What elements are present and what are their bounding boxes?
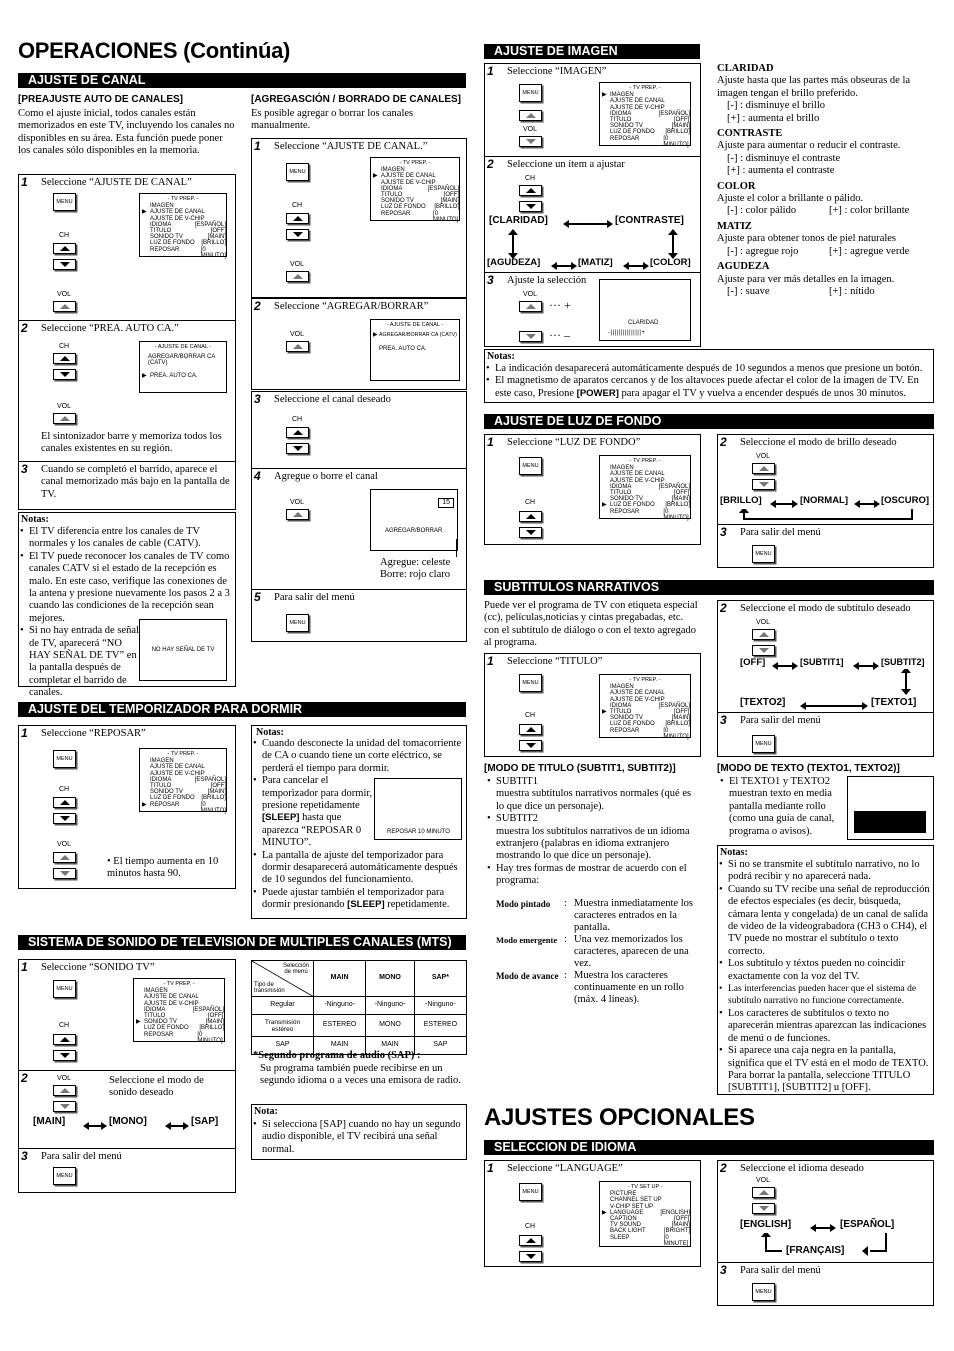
mts-step-2: 2 VOL Seleccione el modo de sonido deseado [MAIN] [MONO] [SAP] <box>18 1070 236 1149</box>
ch-down-button[interactable] <box>519 740 542 751</box>
luz-step-2: 2 Seleccione el modo de brillo deseado VOL [BRILLO] [NORMAL] [OSCURO] <box>717 434 934 525</box>
menu-row: IDIOMA [ESPAÑOL] <box>381 185 459 192</box>
menu-button[interactable]: MENU <box>53 1167 76 1185</box>
menu-row: LUZ DE FONDO [BRILLO] <box>610 129 690 136</box>
menu-row: AJUSTE DE V-CHIP <box>610 104 665 111</box>
modo-texto-list: • El TEXTO1 y TEXTO2 muestran texto en media pantalla mediante rollo (como una guía de canal, programa o avisos). <box>719 776 847 838</box>
option-contraste[interactable]: [CONTRASTE] <box>615 215 684 226</box>
menu-row: REPOSAR [0 MINUTO] <box>610 508 689 521</box>
option-francais[interactable]: [FRANÇAIS] <box>786 1245 845 1256</box>
luz-step-3: 3 Para salir del menú MENU <box>717 524 934 568</box>
step-number: 2 <box>21 321 28 335</box>
menu-row: AJUSTE DE CANAL <box>144 994 199 1001</box>
step-text: Seleccione “PREA. AUTO CA.” <box>41 323 179 334</box>
subt-notes: Notas: • Si no se transmite el subtítulo narrativo, no lo podrá recibir y no aparecerá nada. • Cuando su TV recibe una señal de reproducción de efectos especiales (es decir, búsqueda, cámara lenta y congelada) de un canal de salida de video de la videograbadora (CH3 o CH4), el TV puede no mostrar el subtítulo o texto correcto. • Los subtítulo y téxtos pueden no coincidir exactamente con la voz del TV. • Las interferencias pueden hacer que el sistema de subtítulo narrativo no funcione correctamente. • Los caracteres de subtítulos o texto no aparecerán mientras aparezcan las indicaciones de menú o de funciones. • Si aparece una caja negra en la pantalla, significa que el TV está en el modo de TEXTO. Para borrar la pantalla, seleccione TITULO [SUBTIT1], [SUBTIT2] u [OFF]. <box>717 845 934 1095</box>
section-header-canal: AJUSTE DE CANAL <box>18 73 466 88</box>
tv-screen-tvprep: - TV PREP. - IMAGEN AJUSTE DE CANAL AJUSTE DE V-CHIP IDIOMA [ESPAÑOL] ▶ TITULO [OFF] SONIDO TV [MAIN] LUZ DE FONDO [BRILLO] REPOSAR [0 MINUTO] <box>599 674 691 738</box>
menu-row: REPOSAR [0 MINUTO] <box>144 1031 223 1044</box>
note-item: • Si no hay entrada de señal de TV, aparecerá “NO HAY SEÑAL DE TV” en la pantalla después de completar el barrido de canales. <box>19 625 141 699</box>
idioma-step-2: 2 Seleccione el idioma deseado VOL [ENGLISH] [ESPAÑOL] [FRANÇAIS] <box>717 1160 934 1263</box>
subt-step-3: 3 Para salir del menú MENU <box>717 712 934 757</box>
menu-row: IDIOMA [ESPAÑOL] <box>610 483 690 490</box>
menu-row: ▶ REPOSAR [0 MINUTO] <box>140 802 226 814</box>
ch-up-button[interactable] <box>519 185 542 196</box>
vol-down-button[interactable] <box>752 645 775 656</box>
menu-row: AJUSTE DE CANAL <box>150 764 205 771</box>
vol-down-button[interactable] <box>519 136 542 147</box>
menu-row: SONIDO TV [MAIN] <box>610 123 690 130</box>
menu-button[interactable]: MENU <box>752 1283 775 1301</box>
menu-row: ▶ IMAGEN <box>600 92 690 98</box>
step-text: Seleccione “AJUSTE DE CANAL” <box>41 177 192 188</box>
menu-button[interactable]: MENU <box>519 457 542 475</box>
tv-screen-tvsetup: - TV SET UP - PICTURE CHANNEL SET UP V-CHIP SET UP ▶ LANGUAGE [ENGLISH] CAPTION [OFF] TV SOUND [MAIN] BACK LIGHT [BRIGHT] SLEEP [0 MINUTE] <box>599 1181 691 1247</box>
agregar-step-1: 1 Seleccione “AJUSTE DE CANAL.” MENU CH VOL - TV PREP. - IMAGEN ▶ AJUSTE DE CANAL AJUSTE DE V-CHIP IDIOMA [ESPAÑOL] TITULO [OFF] SONIDO TV [MAIN] LUZ DE FONDO [BRILLO] REPOSAR [0 MINUTO] <box>251 138 467 298</box>
menu-row: TITULO [OFF] <box>144 1013 224 1020</box>
vol-label: VOL <box>57 403 72 410</box>
section-header-mts: SISTEMA DE SONIDO DE TELEVISION DE MULTIPLES CANALES (MTS) <box>18 935 466 950</box>
option-subtit2[interactable]: [SUBTIT2] <box>881 657 925 667</box>
agregar-step-5: 5 Para salir del menú MENU <box>251 589 467 642</box>
menu-button[interactable]: MENU <box>53 980 76 998</box>
modo-titulo-list: • SUBTIT1 muestra subtítulos narrativos normales (qué es lo que dice un personaje). • SUBTIT2 muestra los subtítulos narrativos de un idioma extranjero (palabras en idioma extranjero mostrando lo que dice un personaje). • Hay tres formas de mostrar de acuerdo con el programa: <box>486 776 698 888</box>
imagen-step-1: 1 Seleccione “IMAGEN” MENU VOL - TV PREP. - ▶ IMAGEN AJUSTE DE CANAL AJUSTE DE V-CHIP IDIOMA [ESPAÑOL] TITULO [OFF] SONIDO TV [MAIN] LUZ DE FONDO [BRILLO] REPOSAR [0 MINUTO] <box>484 63 701 157</box>
tv-screen-tvprep: - TV PREP. - IMAGEN ▶ AJUSTE DE CANAL AJUSTE DE V-CHIP IDIOMA [ESPAÑOL] TITULO [OFF] SONIDO TV [MAIN] LUZ DE FONDO [BRILLO] REPOSAR [0 MINUTO] <box>370 157 460 221</box>
agregar-step-4: 4 Agregue o borre el canal VOL 15 AGREGAR/BORRAR Agregue: celeste Borre: rojo claro <box>251 468 467 590</box>
menu-row: AJUSTE DE CANAL <box>610 471 665 478</box>
menu-row: TV SOUND [MAIN] <box>610 1222 690 1229</box>
option-espanol[interactable]: [ESPAÑOL] <box>840 1219 895 1230</box>
vol-down-button[interactable] <box>53 868 76 879</box>
menu-row: V-CHIP SET UP <box>610 1203 654 1210</box>
section-header-imagen: AJUSTE DE IMAGEN <box>484 44 700 59</box>
imagen-step-3: 3 Ajuste la selección VOL ··· + ··· – CLARIDAD -|||||||||||||||+ <box>484 272 701 347</box>
menu-row: REPOSAR [0 MINUTO] <box>610 135 689 148</box>
menu-row: ▶ SONIDO TV [MAIN] <box>134 1019 224 1025</box>
menu-row: IDIOMA [ESPAÑOL] <box>144 1006 224 1013</box>
ch-down-button[interactable] <box>519 527 542 538</box>
subt-step-1: 1 Seleccione “TITULO” MENU CH - TV PREP. - IMAGEN AJUSTE DE CANAL AJUSTE DE V-CHIP IDIOMA [ESPAÑOL] ▶ TITULO [OFF] SONIDO TV [MAIN] LUZ DE FONDO [BRILLO] REPOSAR [0 MINUTO] <box>484 653 701 757</box>
menu-row: TITULO [OFF] <box>610 490 690 497</box>
menu-row: SONIDO TV [MAIN] <box>610 715 690 722</box>
menu-row: AJUSTE DE V-CHIP <box>381 179 436 186</box>
tv-screen-ajuste-canal: - AJUSTE DE CANAL - AGREGAR/BORRAR CA (CATV) ▶ PREA. AUTO CA. <box>139 341 227 393</box>
imagen-notes: Notas: • La indicación desaparecerá automáticamente después de 10 segundos a menos que presione un botón. • El magnetismo de aparatos cercanos y de los altavoces puede afectar el color de la imagen de TV. En este caso, Presione [POWER] para apagar el TV y vuelva a encender después de unos 30 minutos. <box>484 349 934 403</box>
vol-up-button[interactable] <box>53 1085 76 1096</box>
menu-button[interactable]: MENU <box>519 84 542 102</box>
vol-up-button[interactable] <box>53 413 76 424</box>
vol-up-button[interactable] <box>286 271 309 282</box>
menu-button[interactable]: MENU <box>286 163 309 181</box>
vol-up-button[interactable] <box>752 1187 775 1198</box>
menu-row: TITULO [OFF] <box>610 117 690 124</box>
ch-up-button[interactable] <box>519 1235 542 1246</box>
menu-button[interactable]: MENU <box>286 614 309 632</box>
ch-up-button[interactable] <box>53 1034 76 1045</box>
desc-claridad-title: CLARIDAD <box>717 63 774 74</box>
menu-row: ▶ LUZ DE FONDO [BRILLO] <box>600 502 690 508</box>
menu-row: IMAGEN <box>381 167 405 174</box>
sleep-notes: Notas: • Cuando desconecte la unidad del tomacorriente de CA o cuando tiene un corte eléctrico, se perderá el tiempo para dormir. • Para cancelar el temporizador para dormir, presione repetidamente [SLEEP] hasta que aparezca “REPOSAR 0 MINUTO”. • La pantalla de ajuste del temporizador para dormir desaparecerá automáticamente después de 10 segundos del funcionamiento. • Puede ajustar también el temporizador para dormir presionando [SLEEP] repetidamente. REPOSAR 10 MINUTO <box>251 725 467 919</box>
section-header-idioma: SELECCION DE IDIOMA <box>484 1140 934 1155</box>
menu-button[interactable]: MENU <box>519 674 542 692</box>
menu-row: IDIOMA [ESPAÑOL] <box>150 221 226 228</box>
tv-screen-tvprep: - TV PREP. - IMAGEN AJUSTE DE CANAL AJUSTE DE V-CHIP IDIOMA [ESPAÑOL] TITULO [OFF] SONIDO TV [MAIN] ▶ LUZ DE FONDO [BRILLO] REPOSAR [0 MINUTO] <box>599 455 691 519</box>
option-main[interactable]: [MAIN] <box>33 1116 66 1127</box>
section-header-subtitulos: SUBTITULOS NARRATIVOS <box>484 580 934 595</box>
menu-row: AJUSTE DE V-CHIP <box>610 477 665 484</box>
vol-label: VOL <box>57 291 72 298</box>
menu-row: AJUSTE DE V-CHIP <box>150 215 205 222</box>
vol-down-button[interactable] <box>53 1101 76 1112</box>
ch-down-button[interactable] <box>519 1251 542 1262</box>
step-number: 1 <box>21 175 28 189</box>
step-number: 3 <box>21 462 28 476</box>
note-item: • El TV diferencia entre los canales de TV normales y los canales de cable (CATV). <box>19 526 233 551</box>
menu-button[interactable]: MENU <box>752 545 775 563</box>
menu-row: REPOSAR [0 MINUTO] <box>381 210 459 223</box>
menu-row: LUZ DE FONDO [BRILLO] <box>610 721 690 728</box>
section-header-luz: AJUSTE DE LUZ DE FONDO <box>484 414 934 429</box>
menu-row: LUZ DE FONDO [BRILLO] <box>150 795 226 802</box>
menu-row: ▶ AJUSTE DE CANAL <box>140 209 226 215</box>
sap-title: *Segundo programa de audio (SAP) : <box>253 1050 421 1061</box>
menu-row: LUZ DE FONDO [BRILLO] <box>144 1025 224 1032</box>
option-mono[interactable]: [MONO] <box>109 1116 147 1127</box>
ch-up-button[interactable] <box>286 427 309 438</box>
menu-row: REPOSAR [0 MINUTO] <box>610 727 689 740</box>
menu-row: IMAGEN <box>144 988 168 995</box>
menu-row: AJUSTE DE V-CHIP <box>144 1000 199 1007</box>
tv-screen-ajuste-canal: - AJUSTE DE CANAL - ▶ AGREGAR/BORRAR CA (CATV) PREA. AUTO CA. <box>370 319 460 381</box>
menu-row: ▶ TITULO [OFF] <box>600 709 690 715</box>
menu-row: TITULO [OFF] <box>150 228 226 235</box>
option-oscuro[interactable]: [OSCURO] <box>881 495 930 506</box>
ch-down-button[interactable] <box>53 1050 76 1061</box>
vol-up-button[interactable] <box>752 463 775 474</box>
ch-up-button[interactable] <box>286 213 309 224</box>
menu-row: TITULO [OFF] <box>150 783 226 790</box>
menu-row: SONIDO TV [MAIN] <box>150 234 226 241</box>
menu-row: IMAGEN <box>150 203 174 210</box>
canal-step-3 <box>18 461 236 510</box>
tv-screen-reposar: REPOSAR 10 MINUTO <box>374 778 462 840</box>
menu-row: REPOSAR [0 MINUTO] <box>150 246 226 259</box>
idioma-step-1: 1 Seleccione “LANGUAGE” MENU CH - TV SET UP - PICTURE CHANNEL SET UP V-CHIP SET UP ▶ LANGUAGE [ENGLISH] CAPTION [OFF] TV SOUND [MAIN] BACK LIGHT [BRIGHT] SLEEP [0 MINUTE] <box>484 1160 701 1267</box>
menu-row: AJUSTE DE CANAL <box>610 98 665 105</box>
step-text: Cuando se completó el barrido, aparece el canal memorizado más bajo en la pantalla de TV. <box>41 464 230 500</box>
ch-down-button[interactable] <box>286 443 309 454</box>
menu-row: IMAGEN <box>150 758 174 765</box>
luz-step-1: 1 Seleccione “LUZ DE FONDO” MENU CH - TV PREP. - IMAGEN AJUSTE DE CANAL AJUSTE DE V-CHIP IDIOMA [ESPAÑOL] TITULO [OFF] SONIDO TV [MAIN] ▶ LUZ DE FONDO [BRILLO] REPOSAR [0 MINUTO] <box>484 434 701 545</box>
mts-note: Nota: • Si selecciona [SAP] cuando no hay un segundo audio disponible, el TV recibirá una señal normal. <box>251 1104 467 1160</box>
tv-screen-claridad: CLARIDAD -|||||||||||||||+ <box>599 279 691 341</box>
menu-row: AJUSTE DE V-CHIP <box>150 770 205 777</box>
vol-down-button[interactable] <box>752 1203 775 1214</box>
option-texto1[interactable]: [TEXTO1] <box>871 697 917 708</box>
menu-row: SLEEP [0 MINUTE] <box>610 1234 689 1247</box>
note-item: • El TV puede reconocer los canales de TV como canales CATV si el estado de la recepción es malo. En este caso, verifique las conexiones de la antena y presione nuevamente los pasos 2 a 3 cuando las condiciones de la recepción sean mejores. <box>19 551 233 625</box>
menu-row: AJUSTE DE CANAL <box>610 690 665 697</box>
ch-up-button[interactable] <box>519 511 542 522</box>
mts-step-1: 1 Seleccione “SONIDO TV” MENU CH - TV PREP. - IMAGEN AJUSTE DE CANAL AJUSTE DE V-CHIP IDIOMA [ESPAÑOL] TITULO [OFF] ▶ SONIDO TV [MAIN] LUZ DE FONDO [BRILLO] REPOSAR [0 MINUTO] <box>18 959 236 1071</box>
ch-down-button[interactable] <box>53 813 76 824</box>
ch-label: CH <box>59 343 70 350</box>
option-texto2[interactable]: [TEXTO2] <box>740 697 786 708</box>
agregar-step-2: 2 Seleccione “AGREGAR/BORRAR” VOL - AJUSTE DE CANAL - ▶ AGREGAR/BORRAR CA (CATV) PREA. AUTO CA. <box>251 298 467 390</box>
option-subtit1[interactable]: [SUBTIT1] <box>800 657 844 667</box>
option-agudeza[interactable]: [AGUDEZA] <box>487 257 541 268</box>
option-sap[interactable]: [SAP] <box>191 1116 219 1127</box>
menu-row: PICTURE <box>610 1191 637 1198</box>
canal-step-1 <box>18 174 236 321</box>
section-header-sleep: AJUSTE DEL TEMPORIZADOR PARA DORMIR <box>18 702 466 717</box>
menu-row: IDIOMA [ESPAÑOL] <box>610 110 690 117</box>
vol-down-button[interactable] <box>519 331 542 342</box>
vol-up-button[interactable] <box>519 301 542 312</box>
option-english[interactable]: [ENGLISH] <box>740 1219 792 1230</box>
menu-row: ▶ LANGUAGE [ENGLISH] <box>600 1210 690 1216</box>
ch-up-button[interactable] <box>53 797 76 808</box>
tv-screen-agregar: 15 AGREGAR/BORRAR <box>370 489 458 551</box>
menu-row: CHANNEL SET UP <box>610 1197 662 1204</box>
vol-up-button[interactable] <box>286 341 309 352</box>
vol-down-button[interactable] <box>752 479 775 490</box>
menu-row: AJUSTE DE V-CHIP <box>610 696 665 703</box>
menu-row: IMAGEN <box>610 684 634 691</box>
canal-notes: Notas: • El TV diferencia entre los canales de TV normales y los canales de cable (CATV). • El TV puede reconocer los canales de TV como canales CATV si el estado de la recepción es malo. En este caso, verifique las conexiones de la antena y presione nuevamente los pasos 2 a 3 cuando las condiciones de la recepción sean mejores. • Si no hay entrada de señal de TV, aparecerá “NO HAY SEÑAL DE TV” en la pantalla después de completar el barrido de canales. NO HAY SEÑAL DE TV <box>18 512 236 687</box>
ch-up-button[interactable] <box>53 353 76 364</box>
vol-up-button[interactable] <box>752 629 775 640</box>
tv-screen-tvprep: - TV PREP. - IMAGEN AJUSTE DE CANAL AJUSTE DE V-CHIP IDIOMA [ESPAÑOL] TITULO [OFF] SONIDO TV [MAIN] LUZ DE FONDO [BRILLO] ▶ REPOSAR [0 MINUTO] <box>139 748 227 812</box>
sap-text: Su programa también puede recibirse en un segundo idioma o a veces una emisora de radio. <box>260 1063 461 1087</box>
vol-up-button[interactable] <box>53 852 76 863</box>
menu-row: ▶ AJUSTE DE CANAL <box>371 173 459 179</box>
subt-step-2: 2 Seleccione el modo de subtítulo deseado VOL [OFF] [SUBTIT1] [SUBTIT2] [TEXTO2] [TEXTO1] <box>717 600 934 713</box>
menu-row: LUZ DE FONDO [BRILLO] <box>381 204 459 211</box>
subt-intro: Puede ver el programa de TV con etiqueta especial (cc), películas,noticias y cintas pregabadas, etc. con el subtítulo de diálogo o con el texto agregado al programa. <box>484 600 698 649</box>
agregar-text: Es posible agregar o borrar los canales manualmente. <box>251 108 414 132</box>
vol-up-button[interactable] <box>53 301 76 312</box>
sleep-step-1: 1 Seleccione “REPOSAR” MENU CH VOL - TV PREP. - IMAGEN AJUSTE DE CANAL AJUSTE DE V-CHIP IDIOMA [ESPAÑOL] TITULO [OFF] SONIDO TV [MAIN] LUZ DE FONDO [BRILLO] ▶ REPOSAR [0 MINUTO] • El tiempo aumenta en 10 minutos hasta 90. <box>18 725 236 889</box>
menu-row: IMAGEN <box>610 465 634 472</box>
menu-row: TITULO [OFF] <box>381 192 459 199</box>
modo-titulo-title: [MODO DE TITULO (SUBTIT1, SUBTIT2)] <box>484 763 676 774</box>
agregar-step-3: 3 Seleccione el canal deseado CH <box>251 391 467 469</box>
mts-table: Selección de menú Tipo de transmisión MAIN MONO SAP* Regular -Ninguno- -Ninguno- -Ninguno- Transmisión estéreo ESTEREO MONO ESTEREO SAP MAIN MAIN SAP <box>251 960 467 1055</box>
tv-screen-tvprep: - TV PREP. - IMAGEN AJUSTE DE CANAL AJUSTE DE V-CHIP IDIOMA [ESPAÑOL] TITULO [OFF] ▶ SONIDO TV [MAIN] LUZ DE FONDO [BRILLO] REPOSAR [0 MINUTO] <box>133 978 225 1042</box>
agregar-title: [AGREGASCIÓN / BORRADO DE CANALES] <box>251 94 462 105</box>
option-normal[interactable]: [NORMAL] <box>800 495 849 506</box>
menu-button[interactable]: MENU <box>752 735 775 753</box>
menu-row: SONIDO TV [MAIN] <box>381 198 459 205</box>
tv-screen-tvprep: - TV PREP. - ▶ IMAGEN AJUSTE DE CANAL AJUSTE DE V-CHIP IDIOMA [ESPAÑOL] TITULO [OFF] SONIDO TV [MAIN] LUZ DE FONDO [BRILLO] REPOSAR [0 MINUTO] <box>599 82 691 146</box>
menu-row: BACK LIGHT [BRIGHT] <box>610 1228 690 1235</box>
ch-label: CH <box>59 232 70 239</box>
ch-down-button[interactable] <box>519 201 542 212</box>
vol-up-button[interactable] <box>286 509 309 520</box>
menu-row: CAPTION [OFF] <box>610 1216 690 1223</box>
menu-row: LUZ DE FONDO [BRILLO] <box>150 240 226 247</box>
vol-up-button[interactable] <box>519 110 542 121</box>
ch-up-button[interactable] <box>519 724 542 735</box>
menu-row: SONIDO TV [MAIN] <box>150 789 226 796</box>
canal-step-2 <box>18 320 236 462</box>
step-note: El sintonizador barre y memoriza todos los canales existentes en su región. <box>41 431 222 455</box>
option-color[interactable]: [COLOR] <box>650 257 691 268</box>
tv-screen-texto <box>847 776 934 840</box>
mts-step-3: 3 Para salir del menú MENU <box>18 1148 236 1193</box>
option-off[interactable]: [OFF] <box>740 657 766 668</box>
menu-button[interactable]: MENU <box>53 750 76 768</box>
idioma-step-3: 3 Para salir del menú MENU <box>717 1262 934 1306</box>
ch-down-button[interactable] <box>53 369 76 380</box>
ch-up-button[interactable] <box>53 243 76 254</box>
option-claridad[interactable]: [CLARIDAD] <box>489 215 548 226</box>
menu-button[interactable]: MENU <box>519 1183 542 1201</box>
ch-down-button[interactable] <box>53 259 76 270</box>
optional-title: AJUSTES OPCIONALES <box>484 1104 755 1131</box>
page-title: OPERACIONES (Continúa) <box>18 38 291 63</box>
menu-button[interactable]: MENU <box>53 193 76 211</box>
preajuste-text: Como el ajuste inicial, todos canales están memorizados en este TV, incluyendo los canales no disponibles en su área. Esta función puede poner los canales sólo disponibles en la memoria. <box>18 108 235 157</box>
ch-down-button[interactable] <box>286 229 309 240</box>
preajuste-title: [PREAJUSTE AUTO DE CANALES] <box>18 94 184 105</box>
menu-row: IDIOMA [ESPAÑOL] <box>150 776 226 783</box>
tv-screen-no-signal: NO HAY SEÑAL DE TV <box>139 619 227 681</box>
menu-row: SONIDO TV [MAIN] <box>610 496 690 503</box>
menu-row: IDIOMA [ESPAÑOL] <box>610 702 690 709</box>
modo-texto-title: [MODO DE TEXTO (TEXTO1, TEXTO2)] <box>717 763 900 774</box>
option-matiz[interactable]: [MATIZ] <box>578 257 613 268</box>
imagen-step-2: 2 Seleccione un ítem a ajustar CH [CLARIDAD] [CONTRASTE] [AGUDEZA] [MATIZ] [COLOR] <box>484 156 701 273</box>
tv-screen-tvprep: - TV PREP. - IMAGEN ▶ AJUSTE DE CANAL AJUSTE DE V-CHIP IDIOMA [ESPAÑOL] TITULO [OFF] SONIDO TV [MAIN] LUZ DE FONDO [BRILLO] REPOSAR [0 MINUTO] <box>139 193 227 257</box>
option-brillo[interactable]: [BRILLO] <box>720 495 762 506</box>
